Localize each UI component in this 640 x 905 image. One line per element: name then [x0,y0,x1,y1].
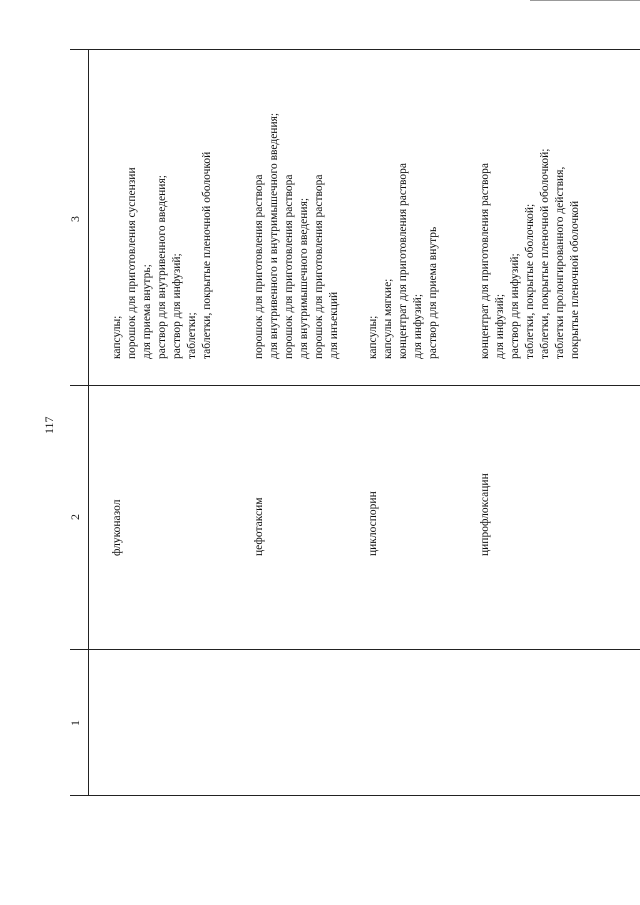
dosage-form-line: для инфузий; [494,293,506,359]
dosage-form-line: раствор для инфузий; [509,253,521,359]
column-divider-2 [70,385,640,386]
dosage-form-line: концентрат для приготовления раствора [397,163,409,359]
dosage-form-line: таблетки пролонгированного действия, [554,166,566,359]
header-rule [88,50,89,796]
dosage-forms [110,152,215,359]
dosage-form-line: порошок для приготовления раствора [253,174,265,359]
dosage-form-line: раствор для инфузий; [171,253,183,359]
dosage-form-line: раствор для внутривенного введения; [156,175,168,359]
dosage-form-line: капсулы; [367,315,379,359]
drug-name: цефотаксим [253,497,265,556]
dosage-form-line: таблетки, покрытые пленочной оболочкой; [539,148,551,359]
dosage-form-line: концентрат для приготовления раствора [479,163,491,359]
dosage-form-line: для инъекций [328,291,340,359]
table-border-left [70,795,640,796]
dosage-forms [366,163,441,359]
drug-name: ципрофлоксацин [479,473,491,556]
column-header-2: 2 [68,514,82,520]
dosage-form-line: для внутримышечного введения; [298,197,310,359]
column-divider-1 [70,649,640,650]
dosage-form-line: для внутривенного и внутримышечного введения; [268,112,280,359]
column-header-1: 1 [68,720,82,726]
dosage-form-line: таблетки, покрытые оболочкой; [524,203,536,359]
column-header-3: 3 [68,216,82,222]
dosage-form-line: капсулы; [111,315,123,359]
table-border-right [70,49,640,50]
dosage-form-line: раствор для приема внутрь [427,226,439,359]
dosage-form-line: порошок для приготовления раствора [313,174,325,359]
dosage-form-line: порошок для приготовления суспензии [126,167,138,359]
dosage-form-line: покрытые пленочной оболочкой [569,200,581,359]
page-number: 117 [42,416,56,434]
dosage-forms [252,113,342,359]
drug-name: флуконазол [111,499,123,556]
dosage-form-line: капсулы мягкие; [382,278,394,359]
dosage-form-line: таблетки; [186,312,198,359]
dosage-form-line: для приема внутрь; [141,264,153,359]
dosage-form-line: таблетки, покрытые пленочной оболочкой [201,151,213,359]
dosage-form-line: для инфузий; [412,293,424,359]
dosage-form-line: порошок для приготовления раствора [283,174,295,359]
dosage-forms [478,149,583,360]
drug-name: циклоспорин [367,491,379,556]
